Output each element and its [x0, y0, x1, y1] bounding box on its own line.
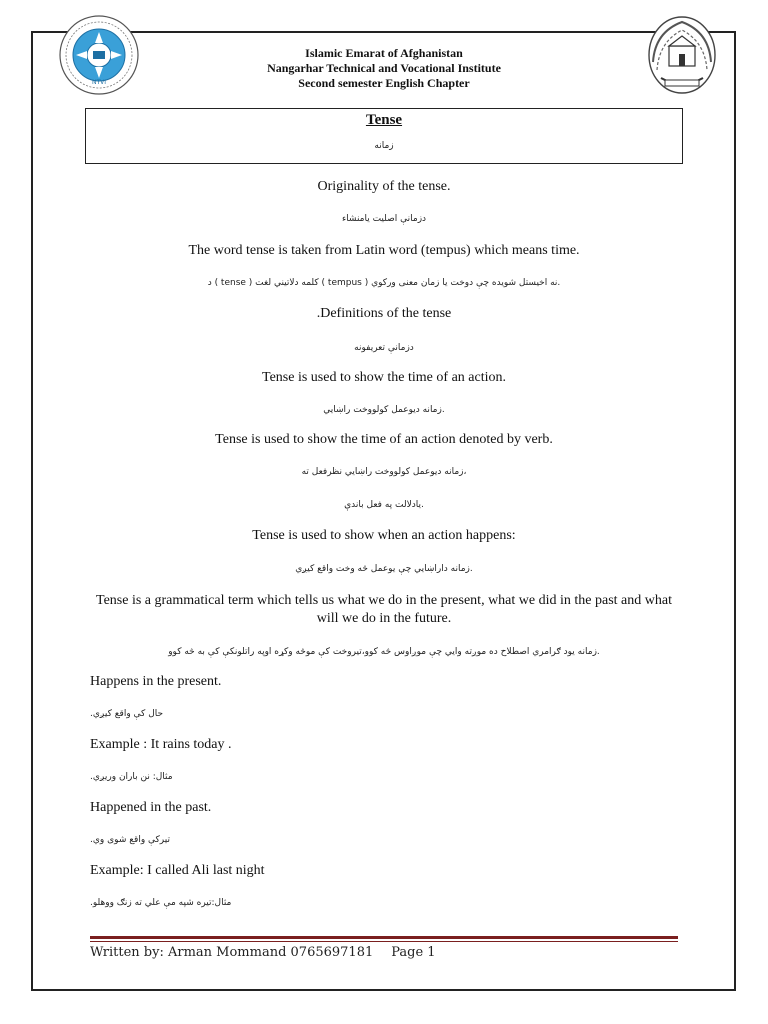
page-number: Page 1 — [391, 945, 436, 960]
tense-origin-text-ps: د ( tense ) کلمه دلاتيني لغت ( tempus ) نه اخيستل شويده چې دوخت يا زمان معنى ورکوي. — [207, 278, 561, 288]
present-heading: Happens in the present. — [90, 674, 222, 689]
document-header — [180, 46, 588, 91]
page-border — [31, 31, 736, 991]
originality-heading-ps: دزمانې اصليت يامنشاء — [341, 214, 427, 224]
definition-3-ps: .زمانه داراښايي چې يوعمل څه وخت واقع کيږي — [295, 564, 473, 574]
logo-text: NTVI — [91, 79, 107, 86]
definition-1: Tense is used to show the time of an action. — [262, 370, 506, 385]
present-example: Example : It rains today . — [90, 737, 232, 752]
definition-4-ps: .زمانه يود ګرامري اصطلاح ده موږته وايي چې موږاوس څه کوو،تيروخت کې موڅه وکړه اوپه راتلونکې کې به څه کوو — [168, 647, 600, 657]
title-box — [85, 108, 683, 164]
header-line-2: Nangarhar Technical and Vocational Institute — [267, 61, 501, 75]
definition-4: Tense is a grammatical term which tells us what we do in the present, what we did in the past and what will we do in the future. — [96, 593, 672, 626]
definitions-heading: .Definitions of the tense — [316, 306, 452, 321]
originality-heading: Originality of the tense. — [317, 179, 451, 194]
definitions-heading-ps: دزمانې تعريفونه — [354, 343, 414, 353]
definition-2: Tense is used to show the time of an action denoted by verb. — [215, 432, 553, 447]
footer-author: Written by: Arman Mommand 0765697181 — [90, 945, 374, 960]
present-example-ps: .مثال: نن باران وريږي — [90, 772, 173, 782]
definition-2-ps-line2: .يادلالت په فعل باندې — [344, 500, 424, 510]
past-heading-ps: .تيرکې واقع شوى وي — [90, 835, 170, 845]
present-heading-ps: .حال کې واقع کيږي — [90, 709, 164, 719]
institute-seal-icon — [58, 14, 140, 96]
footer — [90, 945, 436, 960]
definition-3: Tense is used to show when an action happens: — [252, 528, 516, 543]
header-line-3: Second semester English Chapter — [298, 76, 470, 90]
footer-rule-thick — [90, 936, 678, 939]
past-heading: Happened in the past. — [90, 800, 212, 815]
emirate-emblem-icon — [645, 12, 719, 98]
definition-1-ps: .زمانه ديوعمل کولووخت راښايي — [323, 405, 445, 415]
definition-2-ps-line1: ،زمانه ديوعمل کولووخت راښايي نظرفعل ته — [301, 467, 467, 477]
title-ps: زمانه — [374, 141, 394, 151]
header-line-1: Islamic Emarat of Afghanistan — [305, 46, 463, 60]
title-en: Tense — [365, 112, 403, 128]
past-example: Example: I called Ali last night — [90, 863, 265, 878]
past-example-ps: .مثال:تيره شپه مې علي ته زنګ ووهلو — [90, 898, 232, 908]
footer-rule-thin — [90, 941, 678, 942]
tense-origin-text: The word tense is taken from Latin word (tempus) which means time. — [188, 243, 580, 258]
